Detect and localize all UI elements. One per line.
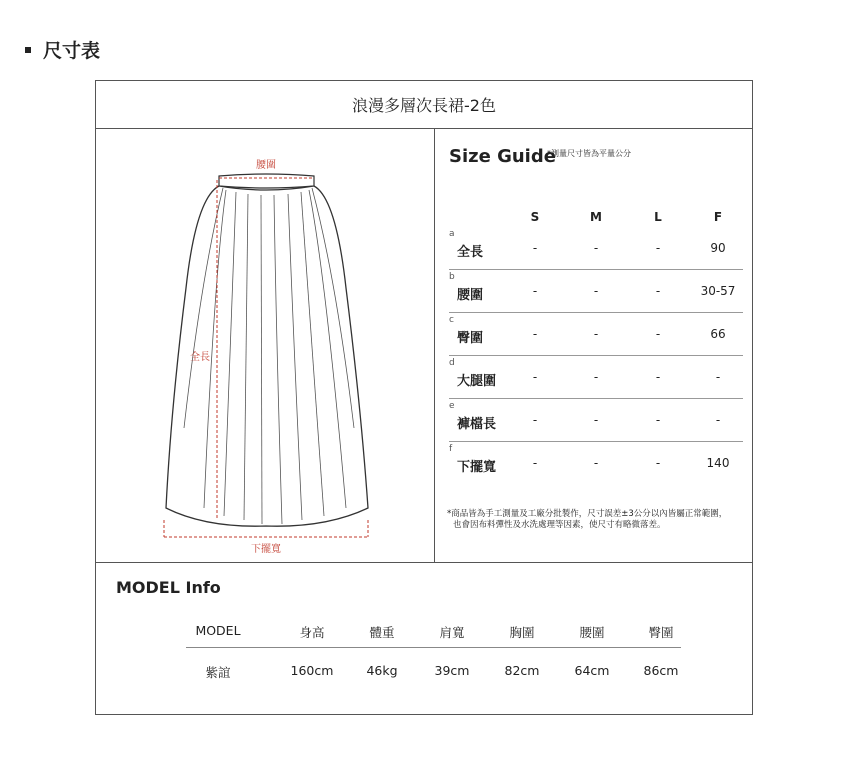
- model-info-title: MODEL Info: [116, 578, 221, 597]
- model-divider: [186, 647, 681, 648]
- model-value: 46kg: [366, 663, 398, 678]
- model-value: 82cm: [504, 663, 540, 678]
- size-row: [449, 270, 743, 313]
- row-value-s: -: [532, 284, 538, 298]
- model-header: 肩寬: [439, 625, 465, 640]
- row-value-f: 30-57: [700, 284, 736, 298]
- skirt-illustration-panel: [96, 128, 435, 562]
- row-value-s: -: [532, 456, 538, 470]
- row-value-m: -: [593, 284, 599, 298]
- footnote-line: *商品皆為手工測量及工廠分批製作，尺寸誤差±3公分以內皆屬正常範圍，: [447, 509, 728, 519]
- size-row: [449, 442, 743, 485]
- size-row: [449, 399, 743, 442]
- row-value-l: -: [655, 370, 661, 384]
- model-header: 臀圍: [648, 625, 674, 640]
- row-value-f: 140: [706, 456, 730, 470]
- row-value-f: 90: [710, 241, 726, 255]
- label-waist: 腰圍: [256, 160, 276, 171]
- row-value-s: -: [532, 241, 538, 255]
- row-label: 臀圍: [457, 331, 484, 346]
- size-chart-body: [96, 128, 752, 563]
- label-length: 全長: [190, 352, 210, 363]
- size-header-m: M: [590, 210, 602, 224]
- row-value-s: -: [532, 370, 538, 384]
- bullet-icon: [25, 47, 31, 53]
- model-header: 體重: [369, 625, 395, 640]
- row-value-m: -: [593, 370, 599, 384]
- size-header-l: L: [654, 210, 662, 224]
- row-value-l: -: [655, 284, 661, 298]
- row-value-l: -: [655, 327, 661, 341]
- size-header-f: F: [713, 210, 723, 224]
- size-guide-panel: [435, 128, 753, 562]
- row-value-s: -: [532, 413, 538, 427]
- model-header: 胸圍: [509, 625, 535, 640]
- row-letter: b: [449, 272, 455, 282]
- model-value: 紫誼: [205, 665, 231, 680]
- model-value: 39cm: [434, 663, 470, 678]
- row-label: 褲檔長: [457, 417, 497, 432]
- row-value-l: -: [655, 241, 661, 255]
- size-header-s: S: [530, 210, 540, 224]
- row-value-f: -: [715, 413, 721, 427]
- row-value-m: -: [593, 456, 599, 470]
- size-row: [449, 227, 743, 270]
- skirt-waistband: [219, 174, 314, 188]
- row-letter: e: [449, 401, 455, 411]
- size-row: [449, 313, 743, 356]
- model-header: 身高: [299, 625, 325, 640]
- row-value-l: -: [655, 413, 661, 427]
- row-letter: c: [449, 315, 454, 325]
- model-value: 86cm: [643, 663, 679, 678]
- model-header: 腰圍: [579, 625, 605, 640]
- row-letter: f: [449, 444, 453, 454]
- row-value-m: -: [593, 413, 599, 427]
- row-value-f: -: [715, 370, 721, 384]
- row-label: 大腿圍: [457, 374, 497, 389]
- row-value-m: -: [593, 327, 599, 341]
- skirt-illustration: [96, 128, 434, 562]
- row-value-s: -: [532, 327, 538, 341]
- row-letter: d: [449, 358, 455, 368]
- row-letter: a: [449, 229, 455, 239]
- size-guide-title: Size Guide: [449, 146, 556, 167]
- label-hem: 下擺寬: [251, 544, 281, 555]
- model-value: 64cm: [574, 663, 610, 678]
- size-guide-note: *測量尺寸皆為平量公分: [547, 149, 631, 158]
- model-value: 160cm: [290, 663, 334, 678]
- row-label: 全長: [457, 245, 484, 260]
- section-heading-text: 尺寸表: [43, 40, 101, 62]
- row-value-m: -: [593, 241, 599, 255]
- row-value-l: -: [655, 456, 661, 470]
- row-value-f: 66: [710, 327, 726, 341]
- row-label: 下擺寬: [457, 460, 497, 475]
- size-row: [449, 356, 743, 399]
- section-heading: [25, 36, 100, 63]
- product-title: 浪漫多層次長裙-2色: [96, 81, 752, 129]
- size-chart-card: [95, 80, 753, 715]
- model-header: MODEL: [195, 623, 241, 638]
- size-guide-footnote: [447, 509, 747, 531]
- row-label: 腰圍: [457, 288, 484, 303]
- footnote-line: 也會因布料彈性及水洗處理等因素，使尺寸有略微落差。: [453, 520, 666, 530]
